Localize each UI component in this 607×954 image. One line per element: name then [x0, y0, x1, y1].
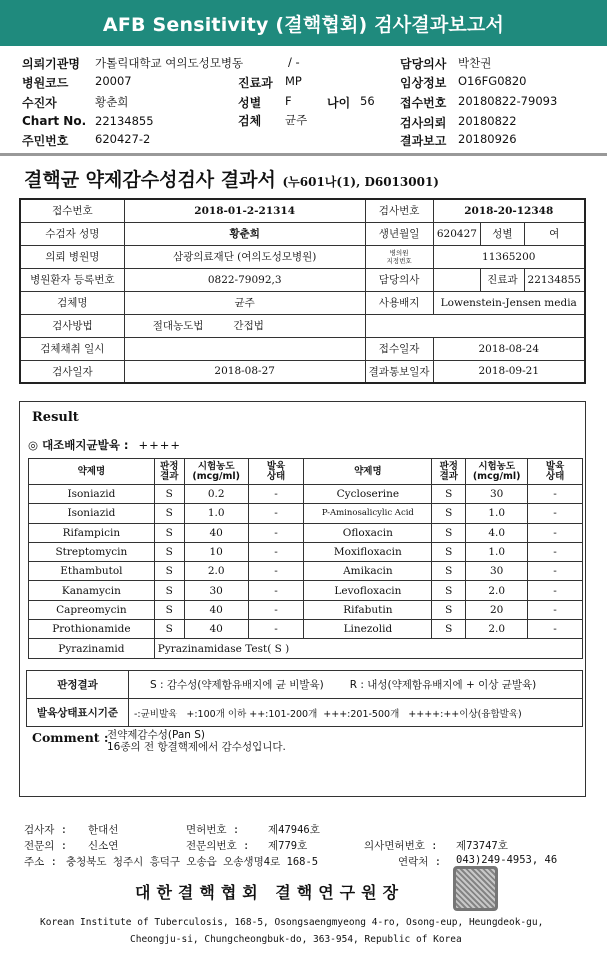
hospital-no-label-2: 지정번호 — [386, 256, 412, 265]
col-conc-right: 시험농도 (mcg/ml) — [466, 459, 528, 485]
info-doctor-label: 담당의사 — [365, 268, 433, 291]
hospital-code-value: 20007 — [95, 74, 132, 88]
report-title: AFB Sensitivity (결핵협회) 검사결과보고서 — [102, 13, 505, 36]
growth-criteria-value: -:균비발육 +:100개 이하 ++:101-200개 +++:201-500개 ++++:++이상(융합발육) — [129, 699, 583, 727]
specimen-label: 검체 — [238, 114, 262, 128]
drug-name-cell: Cycloserine — [304, 485, 432, 504]
document-title — [24, 165, 439, 192]
comment-line-2: 16종의 전 항결핵제에서 감수성입니다. — [107, 741, 286, 753]
judge-criteria-value — [129, 671, 583, 699]
concentration-cell: 20 — [466, 600, 528, 619]
growth-cell: - — [248, 485, 304, 504]
growth-cell: - — [528, 523, 583, 542]
col-conc-left: 시험농도 (mcg/ml) — [184, 459, 248, 485]
doctor-label: 담당의사 — [400, 57, 447, 71]
method-1: 절대농도법 — [152, 320, 204, 332]
drug-name-cell: Isoniazid — [29, 504, 155, 523]
growth-cell: - — [528, 600, 583, 619]
pza-result: Pyrazinamidase Test( S ) — [154, 639, 582, 658]
name-value: 황춘희 — [124, 222, 365, 245]
drug-name-cell: Ethambutol — [29, 562, 155, 581]
patient-value: 황춘희 — [95, 95, 129, 109]
judge-cell: S — [432, 485, 466, 504]
method-2: 간접법 — [233, 320, 264, 332]
collect-value — [124, 337, 365, 360]
concentration-cell: 0.2 — [184, 485, 248, 504]
doctor-license-value: 제73747호 — [456, 840, 508, 852]
receipt-no-value: 2018-01-2-21314 — [124, 199, 365, 222]
document-code: (누601나(1), D6013001) — [282, 175, 439, 189]
report-date-label: 결과보고 — [400, 134, 447, 148]
control-growth-value: ++++ — [138, 438, 181, 452]
received-label: 접수일자 — [365, 337, 433, 360]
info-dept-label: 진료과 — [481, 268, 524, 291]
dept-label: 진료과 — [238, 76, 273, 90]
col-growth-left: 발육 상태 — [248, 459, 304, 485]
comment-label: Comment : — [32, 730, 109, 745]
judge-criteria-label: 판정결과 — [27, 671, 129, 699]
license-value: 제47946호 — [268, 824, 320, 836]
judge-r: R : 내성(약제함유배지에 + 이상 균발육) — [349, 679, 537, 691]
organization-name-kr: 대한결핵협회 결핵연구원장 — [135, 883, 405, 902]
medium-label: 사용배지 — [365, 291, 433, 314]
method-empty — [365, 314, 585, 337]
drug-name-cell: Levofloxacin — [304, 581, 432, 600]
tested-value: 2018-08-27 — [124, 360, 365, 383]
clinical-label: 임상정보 — [400, 76, 447, 90]
tested-label: 검사일자 — [20, 360, 124, 383]
drug-name-cell: Moxifloxacin — [304, 542, 432, 561]
patient-reg-value: 0822-79092,3 — [124, 268, 365, 291]
ssn-value: 620427-2 — [95, 132, 151, 146]
judge-cell: S — [154, 523, 184, 542]
ssn-label: 주민번호 — [22, 134, 69, 148]
clinical-value: O16FG0820 — [458, 74, 527, 88]
concentration-cell: 40 — [184, 600, 248, 619]
specialist-value: 신소연 — [88, 840, 119, 852]
sex-value: F — [285, 94, 292, 108]
hospital-no-label-1: 병의원 — [389, 248, 409, 257]
concentration-cell: 30 — [466, 562, 528, 581]
hospital-label: 의뢰 병원명 — [20, 245, 124, 268]
header-divider — [0, 153, 607, 156]
judge-cell: S — [432, 581, 466, 600]
method-value — [124, 314, 365, 337]
birth-label: 생년월일 — [365, 222, 433, 245]
patient-info-table — [19, 198, 586, 384]
growth-cell: - — [528, 581, 583, 600]
drug-row — [29, 542, 583, 561]
examiner-label: 검사자 : — [24, 824, 68, 836]
request-value: 20180822 — [458, 114, 517, 128]
growth-criteria-label: 발육상태표시기준 — [27, 699, 129, 727]
growth-cell: - — [248, 523, 304, 542]
address-value: 충청북도 청주시 흥덕구 오송읍 오송생명4로 168-5 — [66, 856, 319, 868]
drug-row — [29, 504, 583, 523]
notified-value: 2018-09-21 — [433, 360, 585, 383]
name-label: 수검자 성명 — [20, 222, 124, 245]
concentration-cell: 40 — [184, 620, 248, 639]
concentration-cell: 2.0 — [466, 581, 528, 600]
drug-name-cell: Streptomycin — [29, 542, 155, 561]
concentration-cell: 30 — [466, 485, 528, 504]
info-doctor-value — [433, 268, 481, 291]
contact-label: 연락처 : — [398, 856, 442, 868]
license-label: 면허번호 : — [186, 824, 240, 836]
col-drug-left: 약제명 — [29, 459, 155, 485]
receipt-no-label: 접수번호 — [20, 199, 124, 222]
sex-label: 성별 — [238, 96, 262, 110]
specialist-no-label: 전문의번호 : — [186, 840, 250, 852]
sex-value-cell: 여 — [524, 222, 585, 245]
address-label: 주소 : — [24, 856, 57, 868]
organization-address-en-2: Cheongju-si, Chungcheongbuk-do, 363-954, Republic of Korea — [130, 934, 462, 945]
receipt-label: 접수번호 — [400, 96, 447, 110]
judge-cell: S — [432, 600, 466, 619]
judge-cell: S — [432, 620, 466, 639]
comment-text — [107, 729, 286, 753]
judge-cell: S — [432, 562, 466, 581]
bullseye-icon: ◎ — [28, 438, 39, 452]
medium-value: Lowenstein-Jensen media — [433, 291, 585, 314]
method-label: 검사방법 — [20, 314, 124, 337]
concentration-cell: 2.0 — [184, 562, 248, 581]
judge-cell: S — [154, 542, 184, 561]
hospital-code-label: 병원코드 — [22, 76, 69, 90]
col-growth-right: 발육 상태 — [528, 459, 583, 485]
growth-cell: - — [248, 504, 304, 523]
concentration-cell: 1.0 — [466, 542, 528, 561]
chart-value: 22134855 — [95, 114, 154, 128]
contact-value: 043)249-4953, 46 — [456, 854, 558, 866]
test-no-value: 2018-20-12348 — [433, 199, 585, 222]
drug-name-cell: Prothionamide — [29, 620, 155, 639]
patient-reg-label: 병원환자 등록번호 — [20, 268, 124, 291]
drug-row — [29, 562, 583, 581]
drug-name-cell: Capreomycin — [29, 600, 155, 619]
drug-row — [29, 581, 583, 600]
institution-value: 가톨릭대학교 여의도성모병동 — [95, 56, 244, 70]
drug-name-cell: Ofloxacin — [304, 523, 432, 542]
judge-cell: S — [154, 504, 184, 523]
hospital-no-value: 11365200 — [433, 245, 585, 268]
drug-name-cell: Rifampicin — [29, 523, 155, 542]
birth-value: 620427 — [433, 222, 481, 245]
drug-table-header — [29, 459, 583, 485]
specimen-value: 균주 — [285, 113, 308, 127]
judge-cell: S — [154, 600, 184, 619]
drug-row — [29, 523, 583, 542]
age-value: 56 — [360, 94, 375, 108]
drug-name-cell: Amikacin — [304, 562, 432, 581]
growth-cell: - — [528, 485, 583, 504]
growth-cell: - — [248, 620, 304, 639]
judge-cell: S — [432, 542, 466, 561]
specialist-label: 전문의 : — [24, 840, 68, 852]
received-value: 2018-08-24 — [433, 337, 585, 360]
comment-line-1: 전약제감수성(Pan S) — [107, 729, 206, 741]
concentration-cell: 40 — [184, 523, 248, 542]
drug-name-cell: Isoniazid — [29, 485, 155, 504]
doctor-value: 박찬권 — [458, 56, 492, 70]
institution-label: 의뢰기관명 — [22, 57, 80, 71]
report-title-bar — [0, 0, 607, 46]
drug-name-cell: Rifabutin — [304, 600, 432, 619]
hospital-value: 삼광의료재단 (여의도성모병원) — [124, 245, 365, 268]
pza-row — [29, 639, 583, 658]
specimen-name-label: 검체명 — [20, 291, 124, 314]
growth-cell: - — [248, 562, 304, 581]
concentration-cell: 1.0 — [184, 504, 248, 523]
patient-label: 수진자 — [22, 96, 57, 110]
doctor-license-label: 의사면허번호 : — [364, 840, 438, 852]
organization-address-en-1: Korean Institute of Tuberculosis, 168-5, Osongsaengmyeong 4-ro, Osong-eup, Heungdeok-gu, — [40, 917, 544, 928]
specimen-name-value: 균주 — [124, 291, 365, 314]
report-date-value: 20180926 — [458, 132, 517, 146]
growth-cell: - — [528, 620, 583, 639]
concentration-cell: 2.0 — [466, 620, 528, 639]
document-title-text: 결핵균 약제감수성검사 결과서 — [24, 169, 276, 191]
request-label: 검사의뢰 — [400, 116, 447, 130]
info-dept-value: 22134855 — [524, 268, 585, 291]
criteria-table — [26, 670, 583, 727]
growth-cell: - — [248, 542, 304, 561]
col-judge-left: 판정 결과 — [154, 459, 184, 485]
receipt-value: 20180822-79093 — [458, 94, 558, 108]
control-growth-label: 대조배지균발육 : — [42, 438, 129, 452]
drug-name-cell: Kanamycin — [29, 581, 155, 600]
drug-row — [29, 620, 583, 639]
col-drug-right: 약제명 — [304, 459, 432, 485]
drug-row — [29, 485, 583, 504]
judge-cell: S — [154, 581, 184, 600]
sex-label-cell: 성별 — [481, 222, 524, 245]
notified-label: 결과통보일자 — [365, 360, 433, 383]
drug-name-cell: Linezolid — [304, 620, 432, 639]
concentration-cell: 30 — [184, 581, 248, 600]
col-judge-right: 판정 결과 — [432, 459, 466, 485]
drug-table — [28, 458, 583, 659]
judge-cell: S — [154, 620, 184, 639]
specialist-no-value: 제779호 — [268, 840, 308, 852]
growth-cell: - — [528, 504, 583, 523]
judge-cell: S — [154, 562, 184, 581]
growth-cell: - — [528, 542, 583, 561]
chart-label: Chart No. — [22, 114, 87, 128]
concentration-cell: 4.0 — [466, 523, 528, 542]
judge-cell: S — [432, 523, 466, 542]
age-label: 나이 — [327, 96, 351, 110]
pza-drug: Pyrazinamid — [29, 639, 155, 658]
judge-s: S : 감수성(약제함유배지에 균 비발육) — [150, 679, 324, 691]
drug-name-cell: P-Aminosalicylic Acid — [304, 504, 432, 523]
judge-cell: S — [432, 504, 466, 523]
dept-value: MP — [285, 74, 302, 88]
concentration-cell: 10 — [184, 542, 248, 561]
growth-cell: - — [248, 581, 304, 600]
collect-label: 검체채취 일시 — [20, 337, 124, 360]
hospital-no-label — [365, 245, 433, 268]
growth-cell: - — [248, 600, 304, 619]
official-seal-icon — [453, 866, 498, 911]
drug-row — [29, 600, 583, 619]
result-title: Result — [32, 410, 79, 425]
concentration-cell: 1.0 — [466, 504, 528, 523]
institution-extra: / - — [288, 55, 300, 69]
test-no-label-cell: 검사번호 — [365, 199, 433, 222]
examiner-value: 한대선 — [88, 824, 119, 836]
control-growth — [28, 437, 181, 453]
result-section — [19, 401, 586, 797]
judge-cell: S — [154, 485, 184, 504]
growth-cell: - — [528, 562, 583, 581]
